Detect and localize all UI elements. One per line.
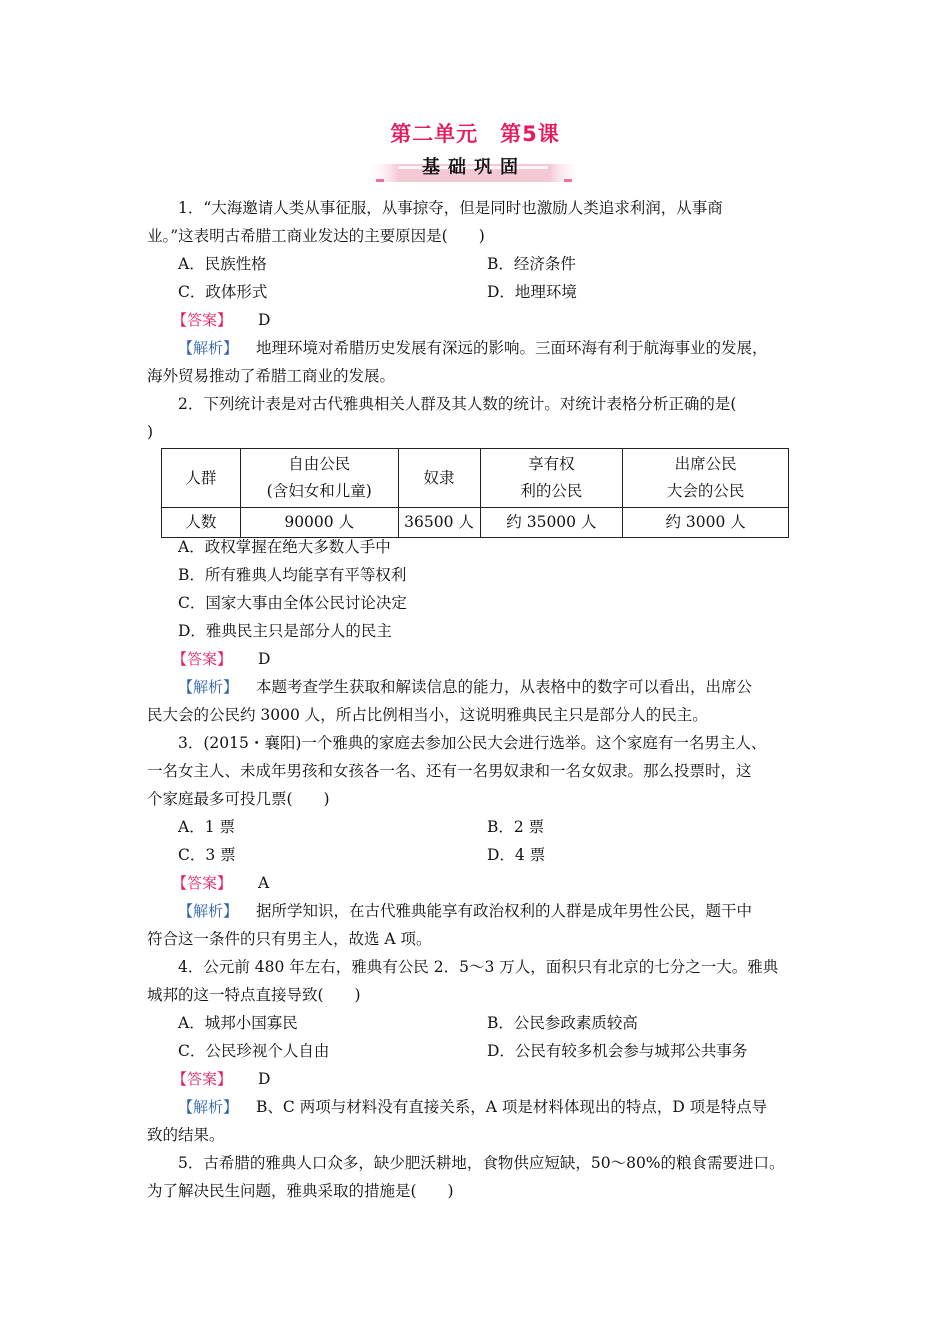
answer-label: 【答案】 <box>172 1070 233 1088</box>
q3-explanation-row <box>178 900 752 922</box>
q5-stem-line1: 5．古希腊的雅典人口众多，缺少肥沃耕地，食物供应短缺，50～80%的粮食需要进口。 <box>178 1154 785 1172</box>
q2-option-b: B．所有雅典人均能享有平等权利 <box>178 566 407 584</box>
answer-label: 【答案】 <box>172 874 233 892</box>
section-subtitle: 基础巩固 <box>422 157 526 178</box>
q3-explanation-line2: 符合这一条件的只有男主人，故选 A 项。 <box>147 930 432 948</box>
q4-option-a: A．城邦小国寡民 <box>178 1014 298 1032</box>
q1-answer-value: D <box>258 311 271 329</box>
q1-explanation-line2: 海外贸易推动了希腊工商业的发展。 <box>147 367 396 385</box>
table-cell: 人数 <box>162 508 241 538</box>
q2-stem-line1: 2．下列统计表是对古代雅典相关人群及其人数的统计。对统计表格分析正确的是( <box>178 395 737 413</box>
q4-explanation-row <box>178 1096 767 1118</box>
table-header-cell: 出席公民 大会的公民 <box>623 449 789 508</box>
answer-label: 【答案】 <box>172 311 233 329</box>
q2-explanation-line2: 民大会的公民约 3000 人，所占比例相当小，这说明雅典民主只是部分人的民主。 <box>147 706 708 724</box>
q3-answer-row <box>172 872 269 894</box>
q4-option-b: B．公民参政素质较高 <box>487 1014 638 1032</box>
table-header-cell: 自由公民 (含妇女和儿童) <box>240 449 398 508</box>
q2-answer-value: D <box>258 650 271 668</box>
q2-option-a: A．政权掌握在绝大多数人手中 <box>178 538 391 556</box>
explanation-label: 【解析】 <box>178 678 239 696</box>
q2-option-c: C．国家大事由全体公民讨论决定 <box>178 594 407 612</box>
q1-answer-row <box>172 309 270 331</box>
statistics-table <box>161 448 789 538</box>
q3-stem-line2: 一名女主人、未成年男孩和女孩各一名、还有一名男奴隶和一名女奴隶。那么投票时，这 <box>147 762 752 780</box>
q1-explanation-line1: 地理环境对希腊历史发展有深远的影响。三面环海有利于航海事业的发展， <box>256 339 768 357</box>
q3-option-d: D．4 票 <box>487 846 546 864</box>
q2-explanation-row <box>178 676 752 698</box>
q1-stem-line1: 1．“大海邀请人类从事征服，从事掠夺，但是同时也激励人类追求利润，从事商 <box>178 199 723 217</box>
q2-stem-line2: ) <box>147 423 154 441</box>
q4-stem-line2: 城邦的这一特点直接导致( ) <box>147 986 361 1004</box>
q2-explanation-line1: 本题考查学生获取和解读信息的能力，从表格中的数字可以看出，出席公 <box>256 678 753 696</box>
table-header-cell: 享有权 利的公民 <box>480 449 623 508</box>
q4-option-d: D．公民有较多机会参与城邦公共事务 <box>487 1042 748 1060</box>
q1-option-a: A．民族性格 <box>178 255 267 273</box>
q3-option-c: C．3 票 <box>178 846 236 864</box>
q1-option-c: C．政体形式 <box>178 283 268 301</box>
table-header-row <box>162 449 789 508</box>
table-cell: 约 3000 人 <box>623 508 789 538</box>
q4-explanation-line2: 致的结果。 <box>147 1126 225 1144</box>
q3-option-b: B．2 票 <box>487 818 545 836</box>
table-row <box>162 508 789 538</box>
q4-option-c: C．公民珍视个人自由 <box>178 1042 330 1060</box>
q2-option-d: D．雅典民主只是部分人的民主 <box>178 622 392 640</box>
q2-answer-row <box>172 648 270 670</box>
q4-stem-line1: 4．公元前 480 年左右，雅典有公民 2．5～3 万人，面积只有北京的七分之一大。雅典 <box>178 958 779 976</box>
q1-stem-line2: 业。”这表明古希腊工商业发达的主要原因是( ) <box>147 227 485 245</box>
table-cell: 36500 人 <box>398 508 480 538</box>
table-header-cell: 人群 <box>162 449 241 508</box>
q3-option-a: A．1 票 <box>178 818 235 836</box>
table-cell: 约 35000 人 <box>480 508 623 538</box>
q3-stem-line1: 3．(2015・襄阳)一个雅典的家庭去参加公民大会进行选举。这个家庭有一名男主人、 <box>178 734 767 752</box>
q1-option-b: B．经济条件 <box>487 255 576 273</box>
explanation-label: 【解析】 <box>178 902 239 920</box>
q4-answer-value: D <box>258 1070 271 1088</box>
table-header-cell: 奴隶 <box>398 449 480 508</box>
q4-answer-row <box>172 1068 270 1090</box>
q5-stem-line2: 为了解决民生问题，雅典采取的措施是( ) <box>147 1182 454 1200</box>
q3-answer-value: A <box>258 874 270 892</box>
explanation-label: 【解析】 <box>178 1098 239 1116</box>
q4-explanation-line1: B、C 两项与材料没有直接关系，A 项是材料体现出的特点，D 项是特点导 <box>256 1098 768 1116</box>
q1-explanation-row <box>178 337 768 359</box>
q1-option-d: D．地理环境 <box>487 283 577 301</box>
table-cell: 90000 人 <box>240 508 398 538</box>
q3-explanation-line1: 据所学知识，在古代雅典能享有政治权利的人群是成年男性公民，题干中 <box>256 902 753 920</box>
explanation-label: 【解析】 <box>178 339 239 357</box>
page-title: 第二单元 第5课 <box>390 122 560 146</box>
q3-stem-line3: 个家庭最多可投几票( ) <box>147 790 330 808</box>
answer-label: 【答案】 <box>172 650 233 668</box>
section-banner <box>358 150 590 184</box>
